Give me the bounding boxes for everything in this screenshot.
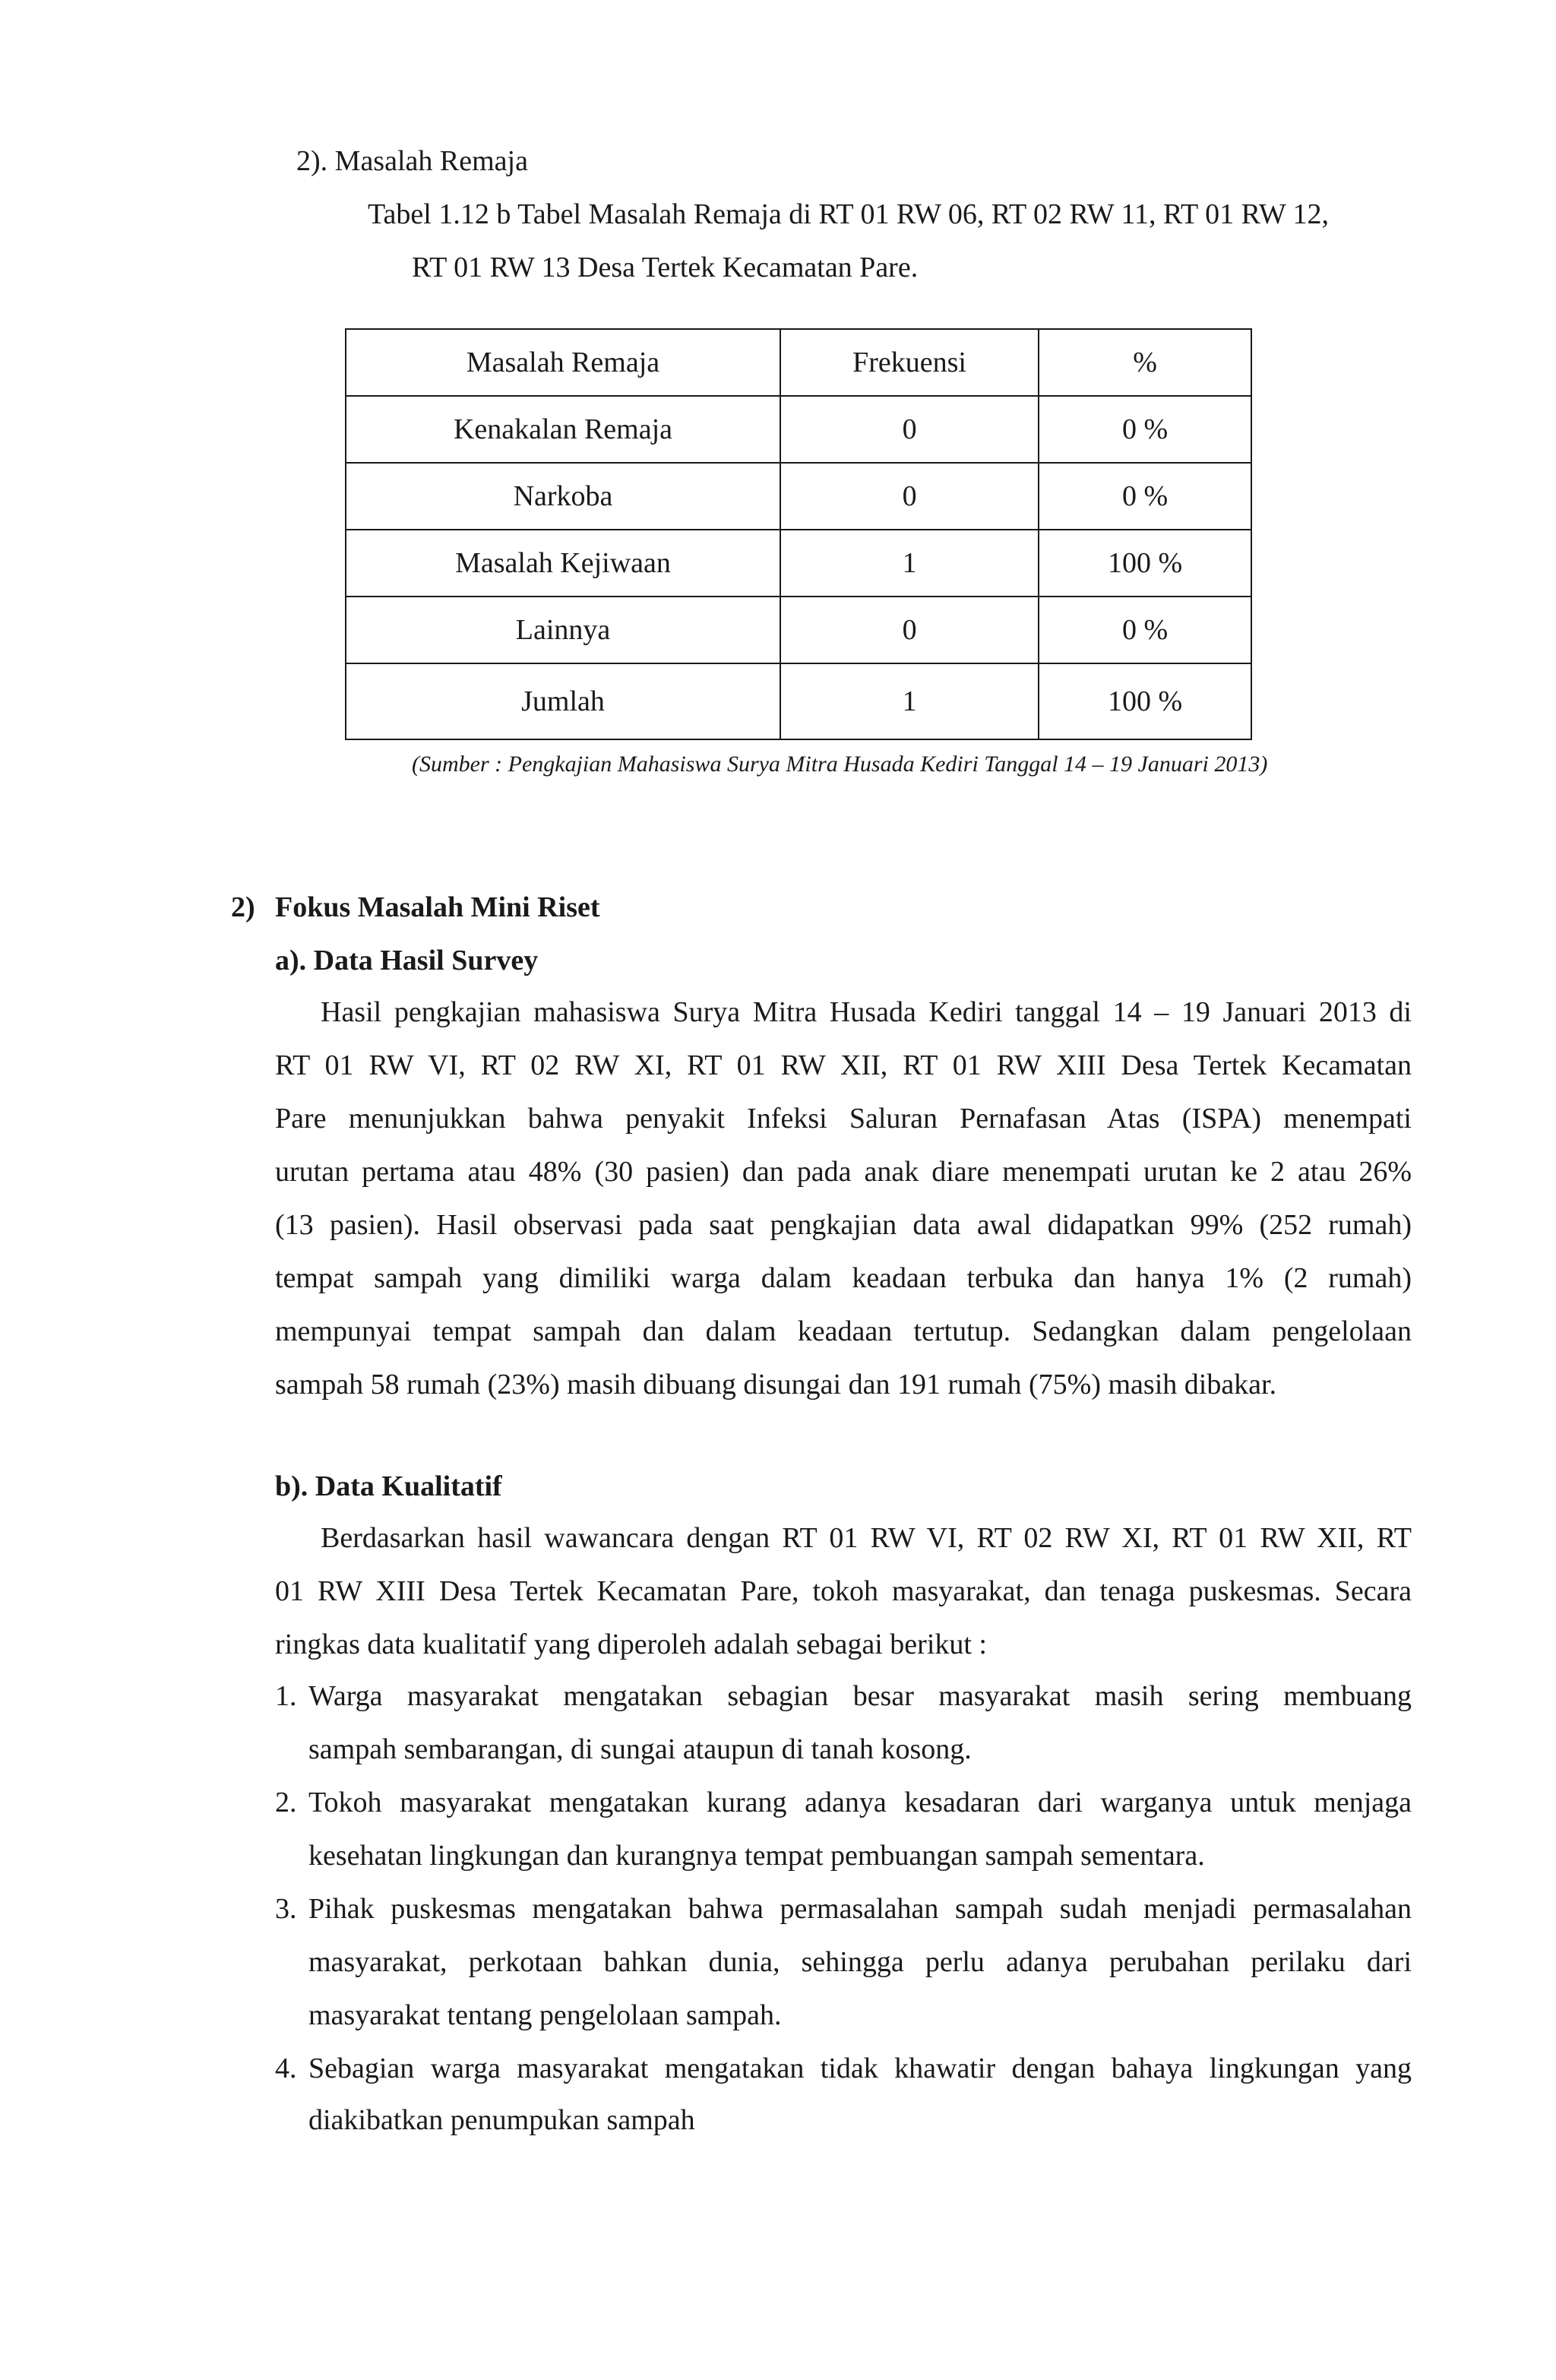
list-item-number: 2. [275, 1787, 297, 1818]
paragraph-line: Hasil pengkajian mahasiswa Surya Mitra Husada Kediri tanggal 14 – 19 Januari 2013 di [321, 996, 1412, 1028]
survey-heading: a). Data Hasil Survey [275, 945, 539, 976]
table-cell: Kenakalan Remaja [346, 396, 780, 463]
table-cell: 0 % [1039, 396, 1251, 463]
table-source-note: (Sumber : Pengkajian Mahasiswa Surya Mitra Husada Kediri Tanggal 14 – 19 Januari 2013) [412, 752, 1268, 777]
paragraph-line: RT 01 RW VI, RT 02 RW XI, RT 01 RW XII, RT 01 RW XIII Desa Tertek Kecamatan [275, 1049, 1412, 1081]
table-cell: 0 [780, 463, 1039, 530]
masalah-remaja-table [345, 328, 1252, 740]
paragraph-line: Berdasarkan hasil wawancara dengan RT 01 RW VI, RT 02 RW XI, RT 01 RW XII, RT [321, 1522, 1412, 1554]
kualitatif-heading: b). Data Kualitatif [275, 1470, 502, 1502]
list-item-line: Pihak puskesmas mengatakan bahwa permasalahan sampah sudah menjadi permasalahan [308, 1893, 1412, 1925]
paragraph-line: urutan pertama atau 48% (30 pasien) dan pada anak diare menempati urutan ke 2 atau 26% [275, 1156, 1412, 1188]
table-cell: 0 [780, 396, 1039, 463]
table-cell: 0 % [1039, 463, 1251, 530]
paragraph-line: tempat sampah yang dimiliki warga dalam keadaan terbuka dan hanya 1% (2 rumah) [275, 1262, 1412, 1294]
table-total-row [346, 663, 1251, 739]
table-cell: Narkoba [346, 463, 780, 530]
section-number: 2) [231, 891, 255, 923]
table-cell: 0 [780, 597, 1039, 663]
subsection-heading: 2). Masalah Remaja [296, 145, 528, 177]
paragraph-line: 01 RW XIII Desa Tertek Kecamatan Pare, tokoh masyarakat, dan tenaga puskesmas. Secara [275, 1575, 1412, 1607]
list-item-line: kesehatan lingkungan dan kurangnya tempat pembuangan sampah sementara. [308, 1840, 1205, 1872]
table-row [346, 463, 1251, 530]
table-header-cell: % [1039, 329, 1251, 396]
table-cell: 1 [780, 663, 1039, 739]
list-item-line: diakibatkan penumpukan sampah [308, 2104, 695, 2136]
table-cell: 0 % [1039, 597, 1251, 663]
table-caption-line-1: Tabel 1.12 b Tabel Masalah Remaja di RT 01 RW 06, RT 02 RW 11, RT 01 RW 12, [368, 198, 1330, 230]
list-item-line: Tokoh masyarakat mengatakan kurang adanya kesadaran dari warganya untuk menjaga [308, 1787, 1412, 1818]
paragraph-line: (13 pasien). Hasil observasi pada saat pengkajian data awal didapatkan 99% (252 rumah) [275, 1209, 1412, 1241]
paragraph-line: Pare menunjukkan bahwa penyakit Infeksi Saluran Pernafasan Atas (ISPA) menempati [275, 1103, 1412, 1135]
table-cell: 1 [780, 530, 1039, 597]
table-header-cell: Masalah Remaja [346, 329, 780, 396]
paragraph-line: ringkas data kualitatif yang diperoleh adalah sebagai berikut : [275, 1628, 987, 1660]
list-item-number: 3. [275, 1893, 297, 1925]
table-cell: Lainnya [346, 597, 780, 663]
list-item-line: masyarakat, perkotaan bahkan dunia, sehingga perlu adanya perubahan perilaku dari [308, 1946, 1412, 1978]
table-cell: 100 % [1039, 530, 1251, 597]
table-header-row [346, 329, 1251, 396]
list-item-number: 1. [275, 1680, 297, 1712]
table-cell: Jumlah [346, 663, 780, 739]
paragraph-line: mempunyai tempat sampah dan dalam keadaan tertutup. Sedangkan dalam pengelolaan [275, 1315, 1412, 1347]
list-item-line: sampah sembarangan, di sungai ataupun di tanah kosong. [308, 1733, 972, 1765]
list-item-line: masyarakat tentang pengelolaan sampah. [308, 1999, 782, 2031]
table-cell: 100 % [1039, 663, 1251, 739]
table-header-cell: Frekuensi [780, 329, 1039, 396]
table-row [346, 396, 1251, 463]
table-row [346, 597, 1251, 663]
list-item-line: Sebagian warga masyarakat mengatakan tidak khawatir dengan bahaya lingkungan yang [308, 2052, 1412, 2084]
list-item-number: 4. [275, 2052, 297, 2084]
table-row [346, 530, 1251, 597]
paragraph-line: sampah 58 rumah (23%) masih dibuang disungai dan 191 rumah (75%) masih dibakar. [275, 1369, 1277, 1400]
table-cell: Masalah Kejiwaan [346, 530, 780, 597]
table-caption-line-2: RT 01 RW 13 Desa Tertek Kecamatan Pare. [412, 252, 919, 283]
section-heading: Fokus Masalah Mini Riset [275, 891, 600, 923]
list-item-line: Warga masyarakat mengatakan sebagian besar masyarakat masih sering membuang [308, 1680, 1412, 1712]
